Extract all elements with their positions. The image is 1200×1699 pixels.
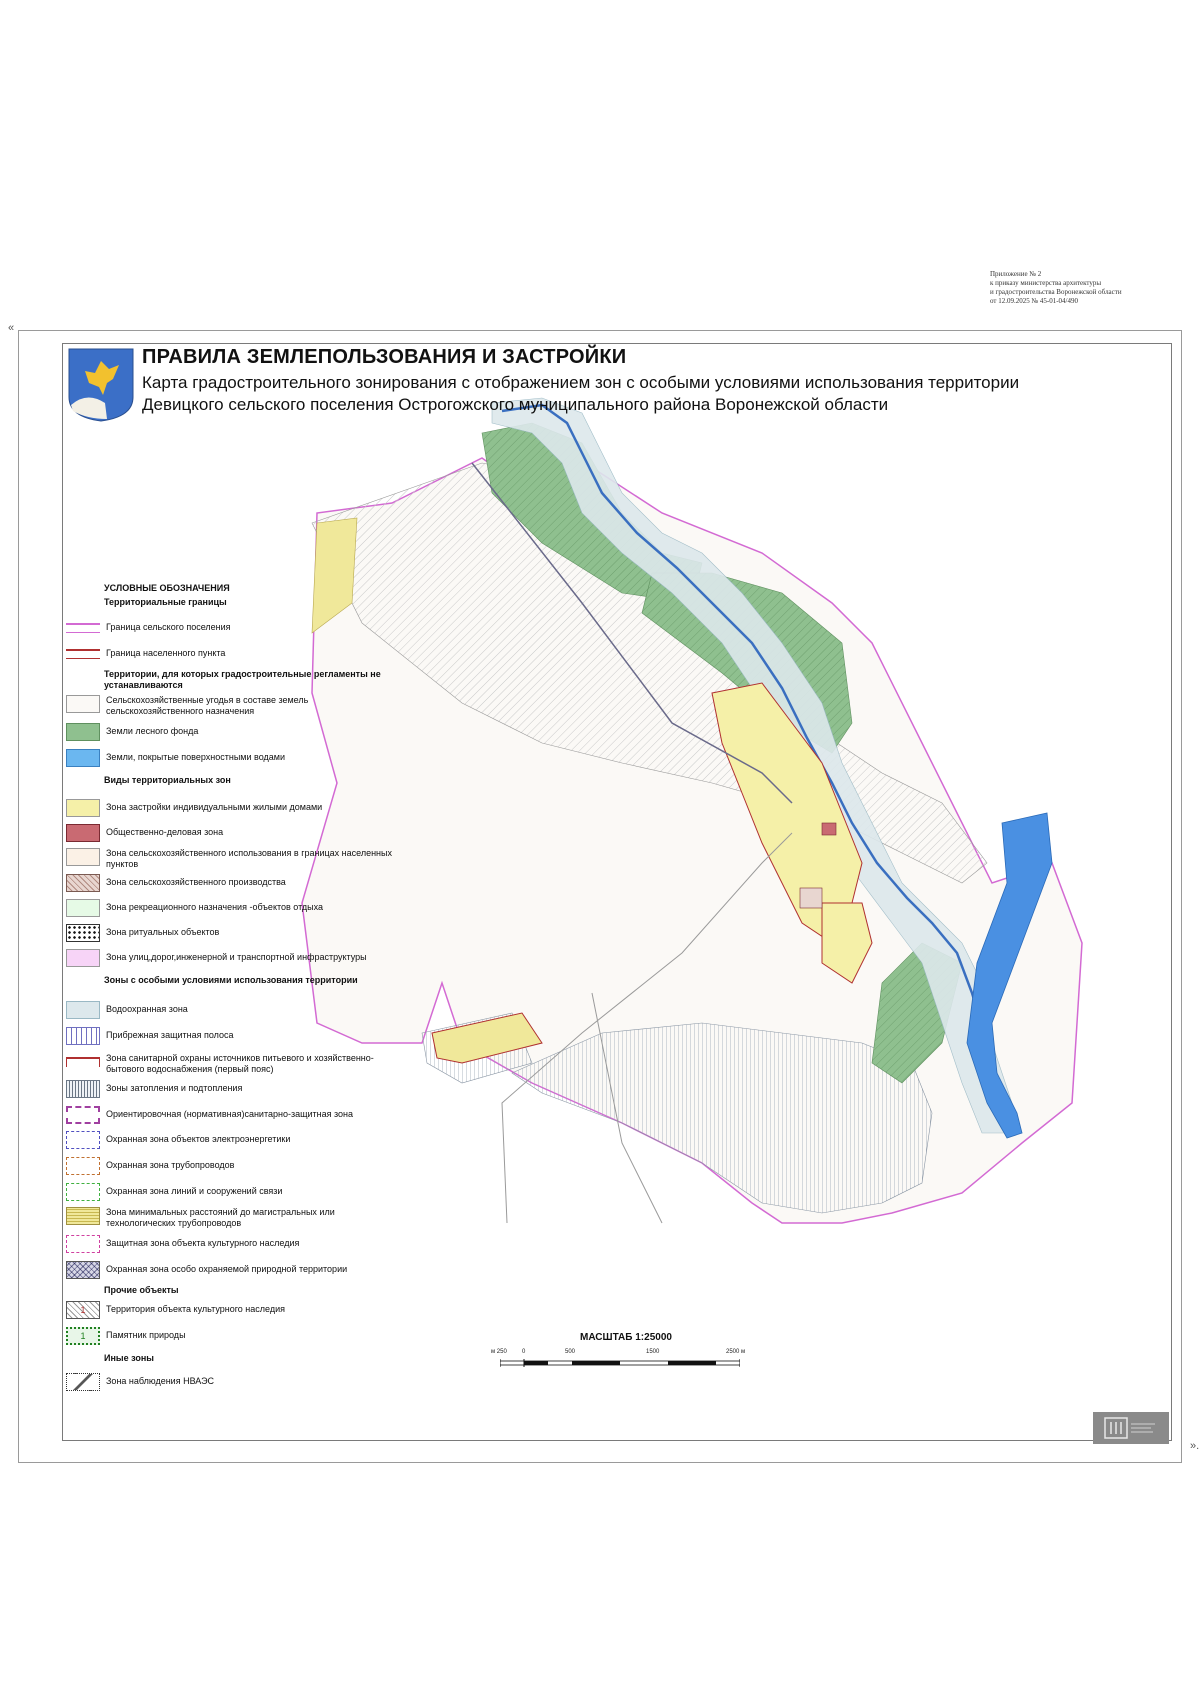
legend-item-flood xyxy=(66,1080,406,1100)
legend-section-zone-types: Виды территориальных зон xyxy=(104,775,231,785)
legend-label: Зоны затопления и подтопления xyxy=(106,1083,243,1093)
appendix-note xyxy=(990,270,1190,306)
legend-item-heritage-site xyxy=(66,1301,406,1321)
legend-label: Сельскохозяйственные угодья в составе земель сельскохозяйственного назначения xyxy=(106,695,309,716)
nature-monument-swatch: 1 xyxy=(66,1327,100,1345)
legend-item-nvaes xyxy=(66,1373,406,1393)
legend-item-nature-monument xyxy=(66,1327,406,1347)
legend-item-ritual xyxy=(66,924,406,944)
legend-label: Прибрежная защитная полоса xyxy=(106,1030,234,1040)
map-subtitle-2: Девицкого сельского поселения Острогожского муниципального района Воронежской области xyxy=(142,395,889,414)
agri-lands-swatch xyxy=(66,695,100,713)
power-swatch xyxy=(66,1131,100,1149)
legend-label: Зона ритуальных объектов xyxy=(106,927,220,937)
comm-swatch xyxy=(66,1183,100,1201)
legend-label: Зона застройки индивидуальными жилыми домами xyxy=(106,802,323,812)
business-swatch xyxy=(66,824,100,842)
settlement-border-swatch xyxy=(66,623,100,633)
legend-item-streets xyxy=(66,949,406,969)
nature-protect-swatch xyxy=(66,1261,100,1279)
scale-title: МАСШТАБ 1:25000 xyxy=(580,1332,672,1343)
map-subtitle-1: Карта градостроительного зонирования с отображением зон с особыми условиями использования территории xyxy=(142,373,1020,392)
legend-item-agri-use xyxy=(66,848,406,868)
legend-label: Граница населенного пункта xyxy=(106,648,226,658)
scale-bar xyxy=(500,1357,740,1371)
appendix-line-1: Приложение № 2 xyxy=(990,270,1042,278)
legend-label: Водоохранная зона xyxy=(106,1004,188,1014)
legend-item-settlement-border xyxy=(66,619,406,639)
scale-label-0: 0 xyxy=(522,1349,526,1355)
water-swatch xyxy=(66,749,100,767)
scale-label-1500: 1500 xyxy=(646,1349,660,1355)
appendix-line-3: и градостроительства Воронежской области xyxy=(990,288,1122,296)
closing-quote: ». xyxy=(1190,1440,1200,1452)
streets-swatch xyxy=(66,949,100,967)
legend-label: Зона наблюдения НВАЭС xyxy=(106,1376,215,1386)
legend-item-residential xyxy=(66,799,406,819)
map-title: ПРАВИЛА ЗЕМЛЕПОЛЬЗОВАНИЯ И ЗАСТРОЙКИ xyxy=(142,346,627,368)
legend-label: Охранная зона линий и сооружений связи xyxy=(106,1186,283,1196)
legend-section-special: Зоны с особыми условиями использования территории xyxy=(104,975,358,985)
legend-item-business xyxy=(66,824,406,844)
legend-section-misc: Иные зоны xyxy=(104,1353,154,1363)
legend xyxy=(66,583,406,1403)
legend-item-coastal xyxy=(66,1027,406,1047)
legend-item-power xyxy=(66,1131,406,1151)
legend-item-comm xyxy=(66,1183,406,1203)
legend-item-nature-protect xyxy=(66,1261,406,1281)
scale-label-500: 500 xyxy=(565,1349,576,1355)
legend-item-pipeline xyxy=(66,1157,406,1177)
legend-label: Земли лесного фонда xyxy=(106,726,199,736)
recreation-swatch xyxy=(66,899,100,917)
sanitary-swatch xyxy=(66,1057,100,1067)
locality-border-swatch xyxy=(66,649,100,659)
opening-quote: « xyxy=(8,322,15,334)
legend-label: Граница сельского поселения xyxy=(106,622,231,632)
legend-section-other: Прочие объекты xyxy=(104,1285,179,1295)
coat-of-arms xyxy=(67,347,135,423)
residential-swatch xyxy=(66,799,100,817)
legend-item-sanitary xyxy=(66,1053,406,1073)
legend-label: Зона сельскохозяйственного использования в границах населенных пунктов xyxy=(106,848,393,869)
heritage-protect-swatch xyxy=(66,1235,100,1253)
legend-label: Защитная зона объекта культурного наследия xyxy=(106,1238,300,1248)
legend-label: Памятник природы xyxy=(106,1330,186,1340)
legend-label: Земли, покрытые поверхностными водами xyxy=(106,752,285,762)
legend-label: Территория объекта культурного наследия xyxy=(106,1304,285,1314)
approval-stamp xyxy=(1093,1412,1169,1444)
legend-item-min-dist xyxy=(66,1207,406,1227)
legend-label: Общественно-деловая зона xyxy=(106,827,224,837)
legend-item-locality-border xyxy=(66,645,406,665)
pipeline-swatch xyxy=(66,1157,100,1175)
legend-item-recreation xyxy=(66,899,406,919)
sanitary-protect-swatch xyxy=(66,1106,100,1124)
water-protect-swatch xyxy=(66,1001,100,1019)
forest-swatch xyxy=(66,723,100,741)
business-zone xyxy=(822,823,836,835)
legend-item-agri-prod xyxy=(66,874,406,894)
coastal-swatch xyxy=(66,1027,100,1045)
legend-label: Зона сельскохозяйственного производства xyxy=(106,877,286,887)
agri-production-zone xyxy=(800,888,822,908)
nvaes-swatch xyxy=(66,1373,100,1391)
appendix-line-4: от 12.09.2025 № 45-01-04/490 xyxy=(990,297,1079,305)
legend-label: Охранная зона трубопроводов xyxy=(106,1160,235,1170)
legend-label: Зона минимальных расстояний до магистральных или технологических трубопроводов xyxy=(106,1207,335,1228)
legend-item-agri-lands xyxy=(66,695,406,715)
legend-title: УСЛОВНЫЕ ОБОЗНАЧЕНИЯ xyxy=(104,583,230,593)
min-dist-swatch xyxy=(66,1207,100,1225)
legend-label: Зона санитарной охраны источников питьевого и хозяйственно-бытового водоснабжения (первый пояс) xyxy=(106,1053,374,1074)
agri-prod-swatch xyxy=(66,874,100,892)
legend-item-water xyxy=(66,749,406,769)
legend-item-heritage-protect xyxy=(66,1235,406,1255)
legend-label: Охранная зона объектов электроэнергетики xyxy=(106,1134,291,1144)
legend-item-sanitary-protect xyxy=(66,1106,406,1126)
legend-label: Ориентировочная (нормативная)санитарно-защитная зона xyxy=(106,1109,353,1119)
agri-use-swatch xyxy=(66,848,100,866)
legend-section-no-regulations: Территории, для которых градостроительные регламенты не устанавливаются xyxy=(104,669,381,690)
heritage-site-swatch: 1 xyxy=(66,1301,100,1319)
appendix-line-2: к приказу министерства архитектуры xyxy=(990,279,1102,287)
legend-item-water-protect xyxy=(66,1001,406,1021)
flood-swatch xyxy=(66,1080,100,1098)
legend-section-borders: Территориальные границы xyxy=(104,597,227,607)
legend-label: Зона улиц,дорог,инженерной и транспортной инфраструктуры xyxy=(106,952,367,962)
legend-label: Зона рекреационного назначения -объектов отдыха xyxy=(106,902,324,912)
legend-item-forest xyxy=(66,723,406,743)
legend-label: Охранная зона особо охраняемой природной территории xyxy=(106,1264,348,1274)
scale-label-m250: м 250 xyxy=(491,1349,507,1355)
ritual-swatch xyxy=(66,924,100,942)
flood-zone-south xyxy=(512,1023,932,1213)
scale-label-2500: 2500 м xyxy=(726,1349,746,1355)
